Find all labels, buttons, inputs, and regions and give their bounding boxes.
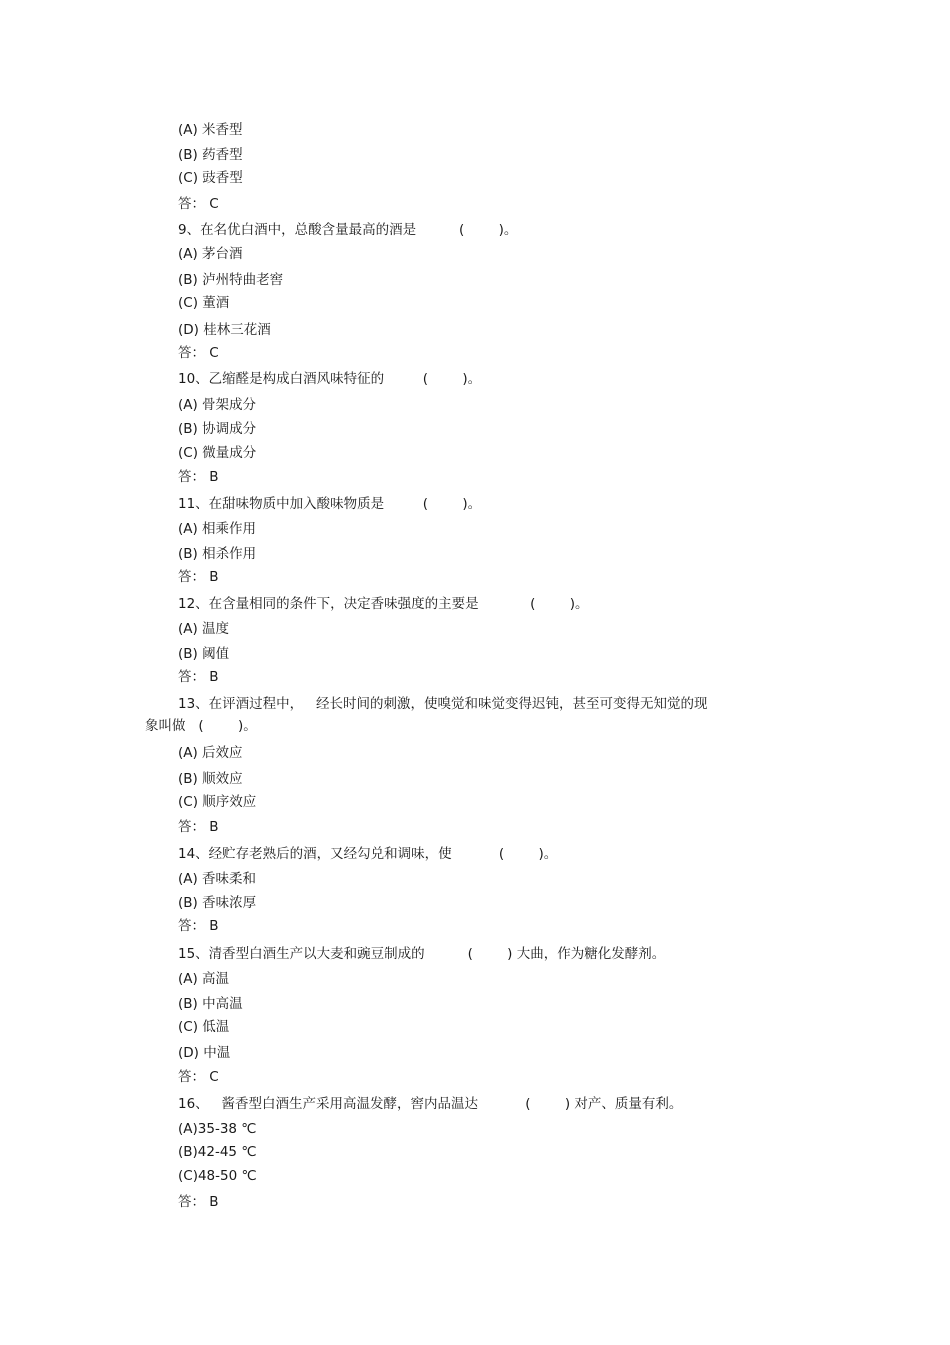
option-line: (B) 泸州特曲老窖 — [178, 272, 284, 288]
option-line: (C) 低温 — [178, 1019, 230, 1035]
option-line: (A) 相乘作用 — [178, 521, 257, 537]
option-line: (B) 阈值 — [178, 646, 230, 662]
option-line: (D) 中温 — [178, 1045, 231, 1061]
question-line-continued: 象叫做 ( )。 — [145, 718, 257, 734]
answer-line: 答： C — [178, 1069, 219, 1085]
option-line: (C) 微量成分 — [178, 445, 257, 461]
option-line: (B) 顺效应 — [178, 771, 243, 787]
answer-line: 答： B — [178, 569, 219, 585]
answer-line: 答： B — [178, 469, 219, 485]
question-line: 16、 酱香型白酒生产采用高温发酵，窖内品温达 ( ) 对产、质量有利。 — [178, 1096, 683, 1112]
answer-line: 答： C — [178, 345, 219, 361]
question-line: 12、在含量相同的条件下，决定香味强度的主要是 ( )。 — [178, 596, 589, 612]
option-line: (B) 相杀作用 — [178, 546, 257, 562]
option-line: (A) 香味柔和 — [178, 871, 257, 887]
answer-line: 答： B — [178, 1194, 219, 1210]
question-line: 13、在评酒过程中， 经长时间的刺激，使嗅觉和味觉变得迟钝，甚至可变得无知觉的现 — [178, 696, 708, 712]
option-line: (B)42-45 ℃ — [178, 1144, 257, 1160]
option-line: (C)48-50 ℃ — [178, 1168, 257, 1184]
option-line: (A) 茅台酒 — [178, 246, 243, 262]
option-line: (C) 豉香型 — [178, 170, 243, 186]
question-line: 15、清香型白酒生产以大麦和豌豆制成的 ( ) 大曲，作为糖化发酵剂。 — [178, 946, 666, 962]
question-line: 14、经贮存老熟后的酒，又经勾兑和调味，使 ( )。 — [178, 846, 558, 862]
answer-line: 答： B — [178, 819, 219, 835]
option-line: (B) 香味浓厚 — [178, 895, 257, 911]
option-line: (A) 米香型 — [178, 122, 243, 138]
option-line: (A) 后效应 — [178, 745, 243, 761]
option-line: (A)35-38 ℃ — [178, 1121, 257, 1137]
question-line: 11、在甜味物质中加入酸味物质是 ( )。 — [178, 496, 482, 512]
answer-line: 答： B — [178, 918, 219, 934]
option-line: (B) 协调成分 — [178, 421, 257, 437]
option-line: (D) 桂林三花酒 — [178, 322, 271, 338]
question-line: 9、在名优白酒中，总酸含量最高的酒是 ( )。 — [178, 222, 518, 238]
option-line: (B) 药香型 — [178, 147, 243, 163]
answer-line: 答： C — [178, 196, 219, 212]
option-line: (C) 董酒 — [178, 295, 230, 311]
option-line: (A) 骨架成分 — [178, 397, 257, 413]
option-line: (C) 顺序效应 — [178, 794, 257, 810]
question-line: 10、乙缩醛是构成白酒风味特征的 ( )。 — [178, 371, 482, 387]
option-line: (A) 高温 — [178, 971, 230, 987]
option-line: (A) 温度 — [178, 621, 230, 637]
answer-line: 答： B — [178, 669, 219, 685]
option-line: (B) 中高温 — [178, 996, 243, 1012]
